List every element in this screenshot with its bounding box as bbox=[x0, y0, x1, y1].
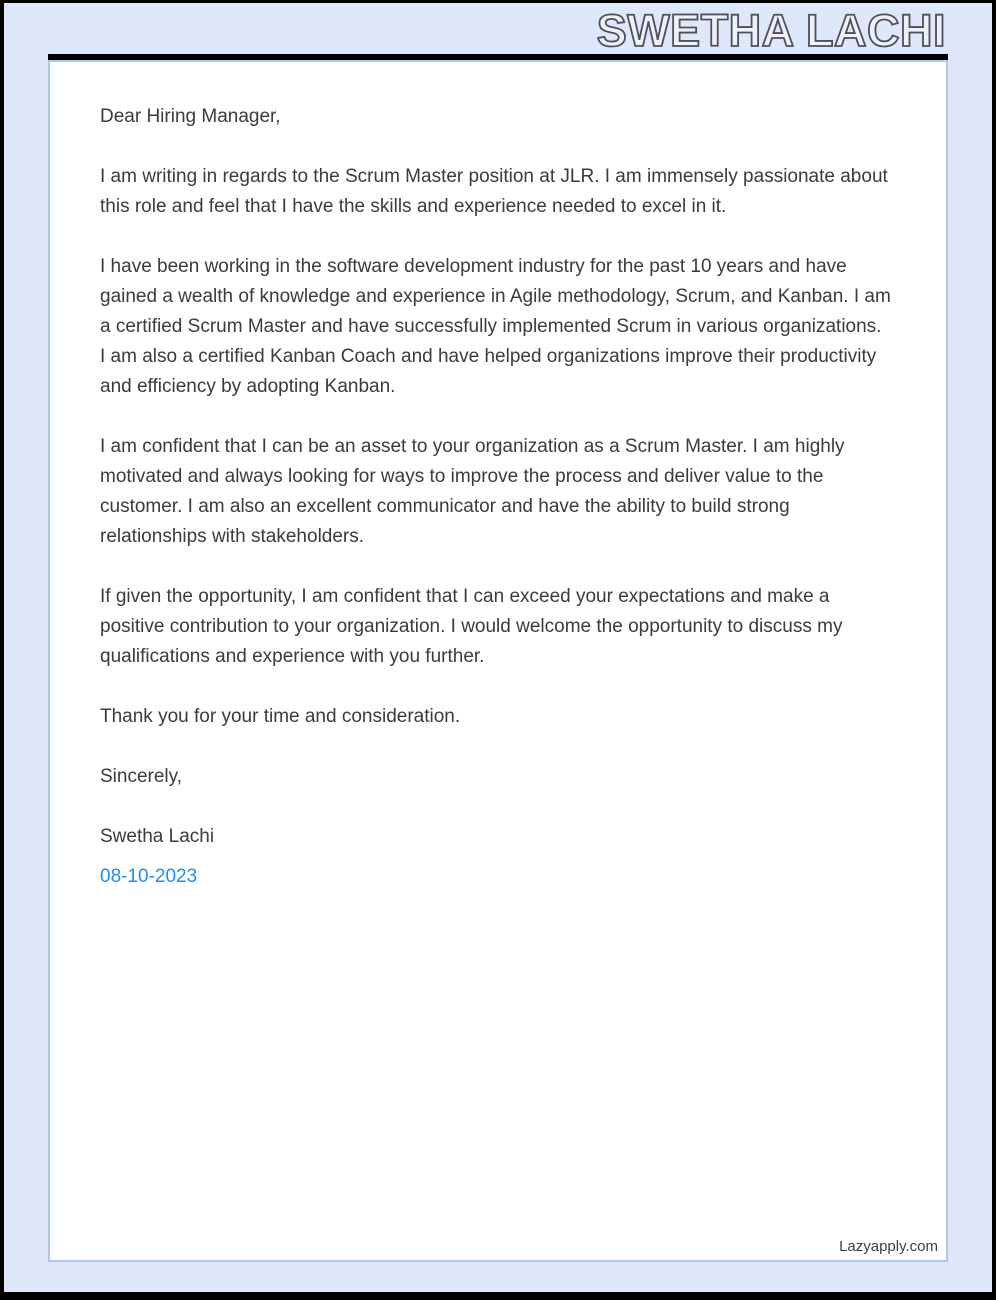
brand-name-outlined-text bbox=[468, 3, 948, 54]
letter-paragraph-2: I have been working in the software development industry for the past 10 years and have gained a wealth of knowledge and experience in Agile methodology, Scrum, and Kanban. I am a certified Scrum Master and have successfully implemented Scrum in various organizations. I am also a certified Kanban Coach and have helped organizations improve their productivity and efficiency by adopting Kanban. bbox=[100, 256, 891, 397]
signature-name: Swetha Lachi bbox=[100, 826, 215, 847]
letter-paragraph-3: I am confident that I can be an asset to your organization as a Scrum Master. I am highly motivated and always looking for ways to improve the process and deliver value to the customer. I am also an excellent communicator and have the ability to build strong relationships with stakeholders. bbox=[100, 436, 845, 547]
letterhead bbox=[4, 3, 992, 54]
lazyapply-watermark-link[interactable]: Lazyapply.com bbox=[839, 1238, 938, 1255]
greeting: Dear Hiring Manager, bbox=[100, 106, 281, 127]
signoff: Sincerely, bbox=[100, 766, 183, 787]
closing-line: Thank you for your time and consideration. bbox=[100, 706, 461, 727]
letter-date: 08-10-2023 bbox=[100, 866, 198, 887]
brand-name: SWETHA LACHI bbox=[596, 5, 946, 54]
letter-sheet bbox=[48, 60, 948, 1262]
letter-paragraph-1: I am writing in regards to the Scrum Master position at JLR. I am immensely passionate about this role and feel that I have the skills and experience needed to excel in it. bbox=[100, 166, 888, 217]
page-background bbox=[4, 3, 992, 1292]
letter-paragraph-4: If given the opportunity, I am confident that I can exceed your expectations and make a positive contribution to your organization. I would welcome the opportunity to discuss my qualifications and experience with you further. bbox=[100, 586, 843, 667]
